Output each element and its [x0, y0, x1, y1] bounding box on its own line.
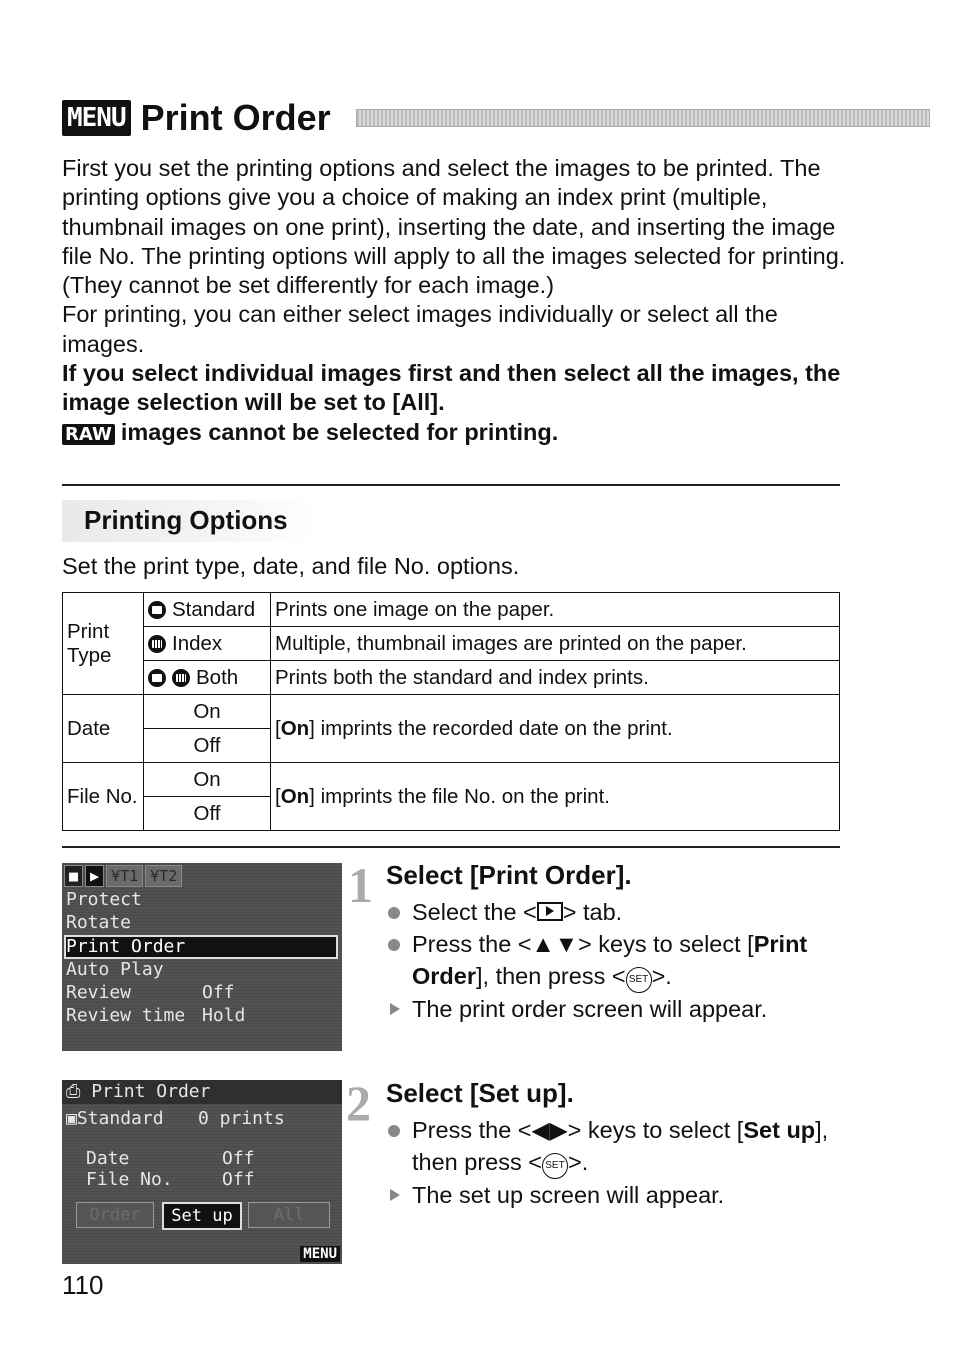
index-icon [172, 669, 190, 687]
set-button-icon: SET [626, 967, 652, 993]
list-item: The set up screen will appear. [386, 1179, 836, 1211]
intro-paragraph-2: For printing, you can either select images individually or select all the images. [62, 301, 778, 357]
table-row [63, 695, 840, 729]
table-row [63, 763, 840, 797]
raw-note-text: images cannot be selected for printing. [120, 418, 559, 445]
setup2-tab-icon: ¥T2 [145, 865, 182, 887]
lcd-item-auto-play: Auto Play [66, 959, 164, 980]
intro-text [62, 154, 852, 449]
standard-icon: ▣ [66, 1108, 77, 1129]
option-both: Both [144, 661, 271, 695]
divider [62, 484, 840, 486]
playback-tab-icon: ▶ [85, 865, 104, 887]
table-row [63, 627, 840, 661]
raw-badge: RAW [62, 424, 115, 445]
page-number: 110 [62, 1270, 104, 1300]
set-button-icon: SET [542, 1153, 568, 1179]
camera-tab-icon: ■ [64, 865, 83, 887]
index-icon [148, 635, 166, 653]
playback-icon [537, 902, 563, 921]
lcd-tabs [64, 865, 182, 887]
step-1-bullets [386, 896, 836, 1025]
date-on: On [144, 695, 271, 729]
printing-options-heading: Printing Options [84, 505, 288, 535]
lcd2-file-row: File No. Off [86, 1169, 255, 1190]
step-2-number: 2 [346, 1075, 371, 1131]
lcd-playback-menu [62, 863, 342, 1051]
date-desc-rest: ] imprints the recorded date on the print. [309, 716, 673, 740]
lcd-item-print-order: Print Order [64, 935, 338, 959]
lcd-item-review: Review Off [66, 982, 235, 1003]
option-standard: Standard [144, 593, 271, 627]
list-item: Press the <◀▶> keys to select [Set up], then press < SET >. [386, 1114, 836, 1179]
date-desc: [On] imprints the recorded date on the print. [271, 695, 840, 763]
order-button: Order [76, 1202, 154, 1228]
table-row [63, 593, 840, 627]
step-2-bullets [386, 1114, 836, 1211]
printing-options-desc: Set the print type, date, and file No. options. [62, 553, 520, 579]
setup1-tab-icon: ¥T1 [106, 865, 143, 887]
file-no-on: On [144, 763, 271, 797]
lcd2-date-row: Date Off [86, 1148, 255, 1169]
file-no-desc-rest: ] imprints the file No. on the print. [309, 784, 610, 808]
intro-note-all: If you select individual images first and then select all the images, the image selection will be set to [All]. [62, 360, 841, 416]
desc-both: Prints both the standard and index prints. [271, 661, 840, 695]
step-1-heading: Select [Print Order]. [386, 860, 632, 890]
printing-options-table [62, 592, 840, 831]
list-item: Select the < > tab. [386, 896, 836, 928]
all-button: All [248, 1202, 330, 1228]
date-label: Date [63, 695, 144, 763]
title-decor-bar [356, 109, 930, 127]
lcd-item-protect: Protect [66, 889, 142, 910]
desc-index: Multiple, thumbnail images are printed on the paper. [271, 627, 840, 661]
lcd-item-review-time: Review time Hold [66, 1005, 246, 1026]
date-off: Off [144, 729, 271, 763]
table-row [63, 661, 840, 695]
title-row [62, 98, 331, 138]
standard-icon [148, 669, 166, 687]
file-no-off: Off [144, 797, 271, 831]
lcd-print-order [62, 1080, 342, 1264]
list-item: The print order screen will appear. [386, 993, 836, 1025]
standard-icon [148, 601, 166, 619]
page-title: Print Order [140, 97, 331, 138]
divider [62, 846, 840, 848]
print-icon: ⎙ [66, 1081, 92, 1102]
step-2-heading: Select [Set up]. [386, 1078, 574, 1108]
date-desc-bold: On [280, 716, 310, 740]
lcd2-type-row: ▣Standard 0 prints [66, 1108, 285, 1129]
list-item: Press the <▲▼> keys to select [Print Order], then press < SET >. [386, 928, 836, 993]
print-type-label: Print Type [63, 593, 144, 695]
file-no-label: File No. [63, 763, 144, 831]
menu-return-icon: MENU [300, 1246, 340, 1262]
intro-paragraph-1: First you set the printing options and select the images to be printed. The printing options give you a choice of making an index print (multiple, thumbnail images on one print), inserting the date, and inserting the image file No. The printing options will apply to all the images selected for printing. (They cannot be set differently for each image.) [62, 155, 846, 299]
lcd2-header: ⎙ Print Order [62, 1080, 342, 1104]
file-no-desc: [On] imprints the file No. on the print. [271, 763, 840, 831]
intro-note-raw [62, 418, 852, 449]
file-no-desc-bold: On [280, 784, 310, 808]
setup-button: Set up [162, 1202, 242, 1230]
menu-badge: MENU [62, 100, 131, 136]
option-index: Index [144, 627, 271, 661]
step-1-number: 1 [348, 857, 373, 913]
lcd-item-rotate: Rotate [66, 912, 132, 933]
desc-standard: Prints one image on the paper. [271, 593, 840, 627]
